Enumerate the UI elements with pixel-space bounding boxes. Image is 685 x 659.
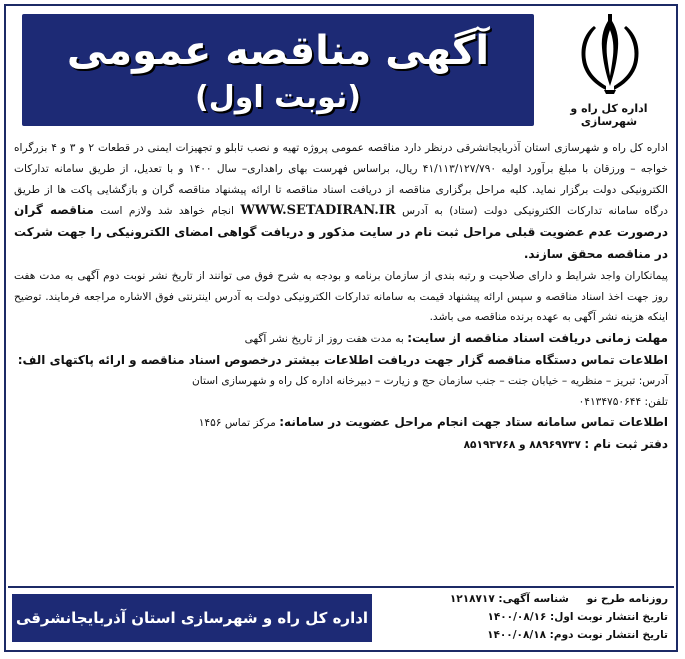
header [8, 8, 674, 133]
first-publication-date: تاریخ انتشار نوبت اول: ۱۴۰۰/۰۸/۱۶ [487, 611, 668, 623]
ad-subtitle: (نوبت اول) [195, 80, 361, 115]
deadline-value: به مدت هفت روز از تاریخ نشر آگهی [244, 333, 404, 346]
footer [8, 586, 674, 648]
paragraph-1 [14, 138, 668, 266]
setad-contact-line [14, 412, 668, 434]
newspaper-name: روزنامه طرح نو [586, 593, 668, 605]
contact-heading: اطلاعات تماس دستگاه مناقصه گزار جهت دریافت اطلاعات بیشتر درخصوص اسناد مناقصه و ارائه پاکتهای الف: [17, 352, 668, 367]
paragraph-1-after-url: انجام خواهد شد ولازم است [100, 205, 234, 218]
org-caption: اداره کل راه و شهرسازی [570, 102, 648, 128]
setad-url: WWW.SETADIRAN.IR [240, 203, 396, 219]
paragraph-2: پیمانکاران واجد شرایط و دارای صلاحیت و رتبه بندی از سازمان برنامه و بودجه به شرح فوق می توانند از تاریخ نشر نوبت دوم آگهی به مدت هفت روز جهت اخذ اسناد مناقصه و سپس ارائه پیشنهاد قیمت به سامانه تدارکات الکترونیکی دولت به آدرس اینترنتی فوق الاشاره مراجعه فرمایند. توضیح اینکه هزینه نشر آگهی به عهده برنده مناقصه می باشد. [14, 269, 668, 324]
footer-org-banner [12, 594, 372, 642]
address: آدرس: تبریز – منظریه – خیابان جنت – جنب سازمان حج و زیارت – دبیرخانه اداره کل راه و شهرسازی استان [192, 374, 668, 387]
registry-value: ۸۸۹۶۹۷۳۷ و ۸۵۱۹۳۷۶۸ [463, 439, 581, 452]
phone: تلفن: ۰۴۱۳۴۷۵۰۶۴۴ [578, 395, 668, 408]
second-publication-date: تاریخ انتشار نوبت دوم: ۱۴۰۰/۰۸/۱۸ [487, 629, 668, 641]
setad-value: مرکز تماس ۱۴۵۶ [198, 417, 276, 430]
registry-line [14, 434, 668, 456]
ad-title: آگهی مناقصه عمومی [66, 28, 490, 74]
ad-id: شناسه آگهی: ۱۲۱۸۷۱۷ [449, 593, 569, 605]
paragraph-1-text: اداره کل راه و شهرسازی استان آذربایجانشرقی درنظر دارد مناقصه عمومی پروژه تهیه و نصب تابلو و تجهیزات ایمنی در قطعات ۲ و ۳ و ۴ بزرگراه خواجه – ورزقان با مبلغ برآورد اولیه ۴۱/۱۱۳/۱۲۷/۷۹۰ ریال، براساس فهرست بهای راهداری– سال ۱۴۰۰ و با تعدیل، از طریق سامانه تدارکات الکترونیکی دولت برگزار نماید. کلیه مراحل برگزاری مناقصه از دریافت اسناد مناقصه تا ارائه پیشنهاد مناقصه گران و بازگشایی پاکت ها از طریق درگاه سامانه تدارکات الکترونیکی دولت (ستاد) به آدرس [14, 142, 669, 218]
footer-org-name: اداره کل راه و شهرسازی استان آذربایجانشرقی [15, 609, 369, 627]
registry-label: دفتر ثبت نام : [584, 437, 668, 452]
ad-body [14, 138, 668, 456]
ad-frame [4, 4, 678, 652]
footer-row-1 [378, 590, 668, 608]
footer-row-2 [378, 608, 668, 626]
deadline-line [14, 328, 668, 350]
footer-row-3 [378, 626, 668, 644]
title-banner [22, 14, 534, 126]
footer-info [378, 590, 668, 644]
paragraph-1-bold: مناقصه گران درصورت عدم عضویت قبلی مراحل ثبت نام در سایت مذکور و دریافت گواهی امضای الکترونیکی را جهت شرکت در مناقصه محقق سازند. [14, 203, 668, 261]
iran-emblem-icon [568, 12, 652, 96]
deadline-label: مهلت زمانی دریافت اسناد مناقصه از سایت: [407, 331, 668, 346]
setad-label: اطلاعات تماس سامانه ستاد جهت انجام مراحل عضویت در سامانه: [279, 415, 668, 430]
